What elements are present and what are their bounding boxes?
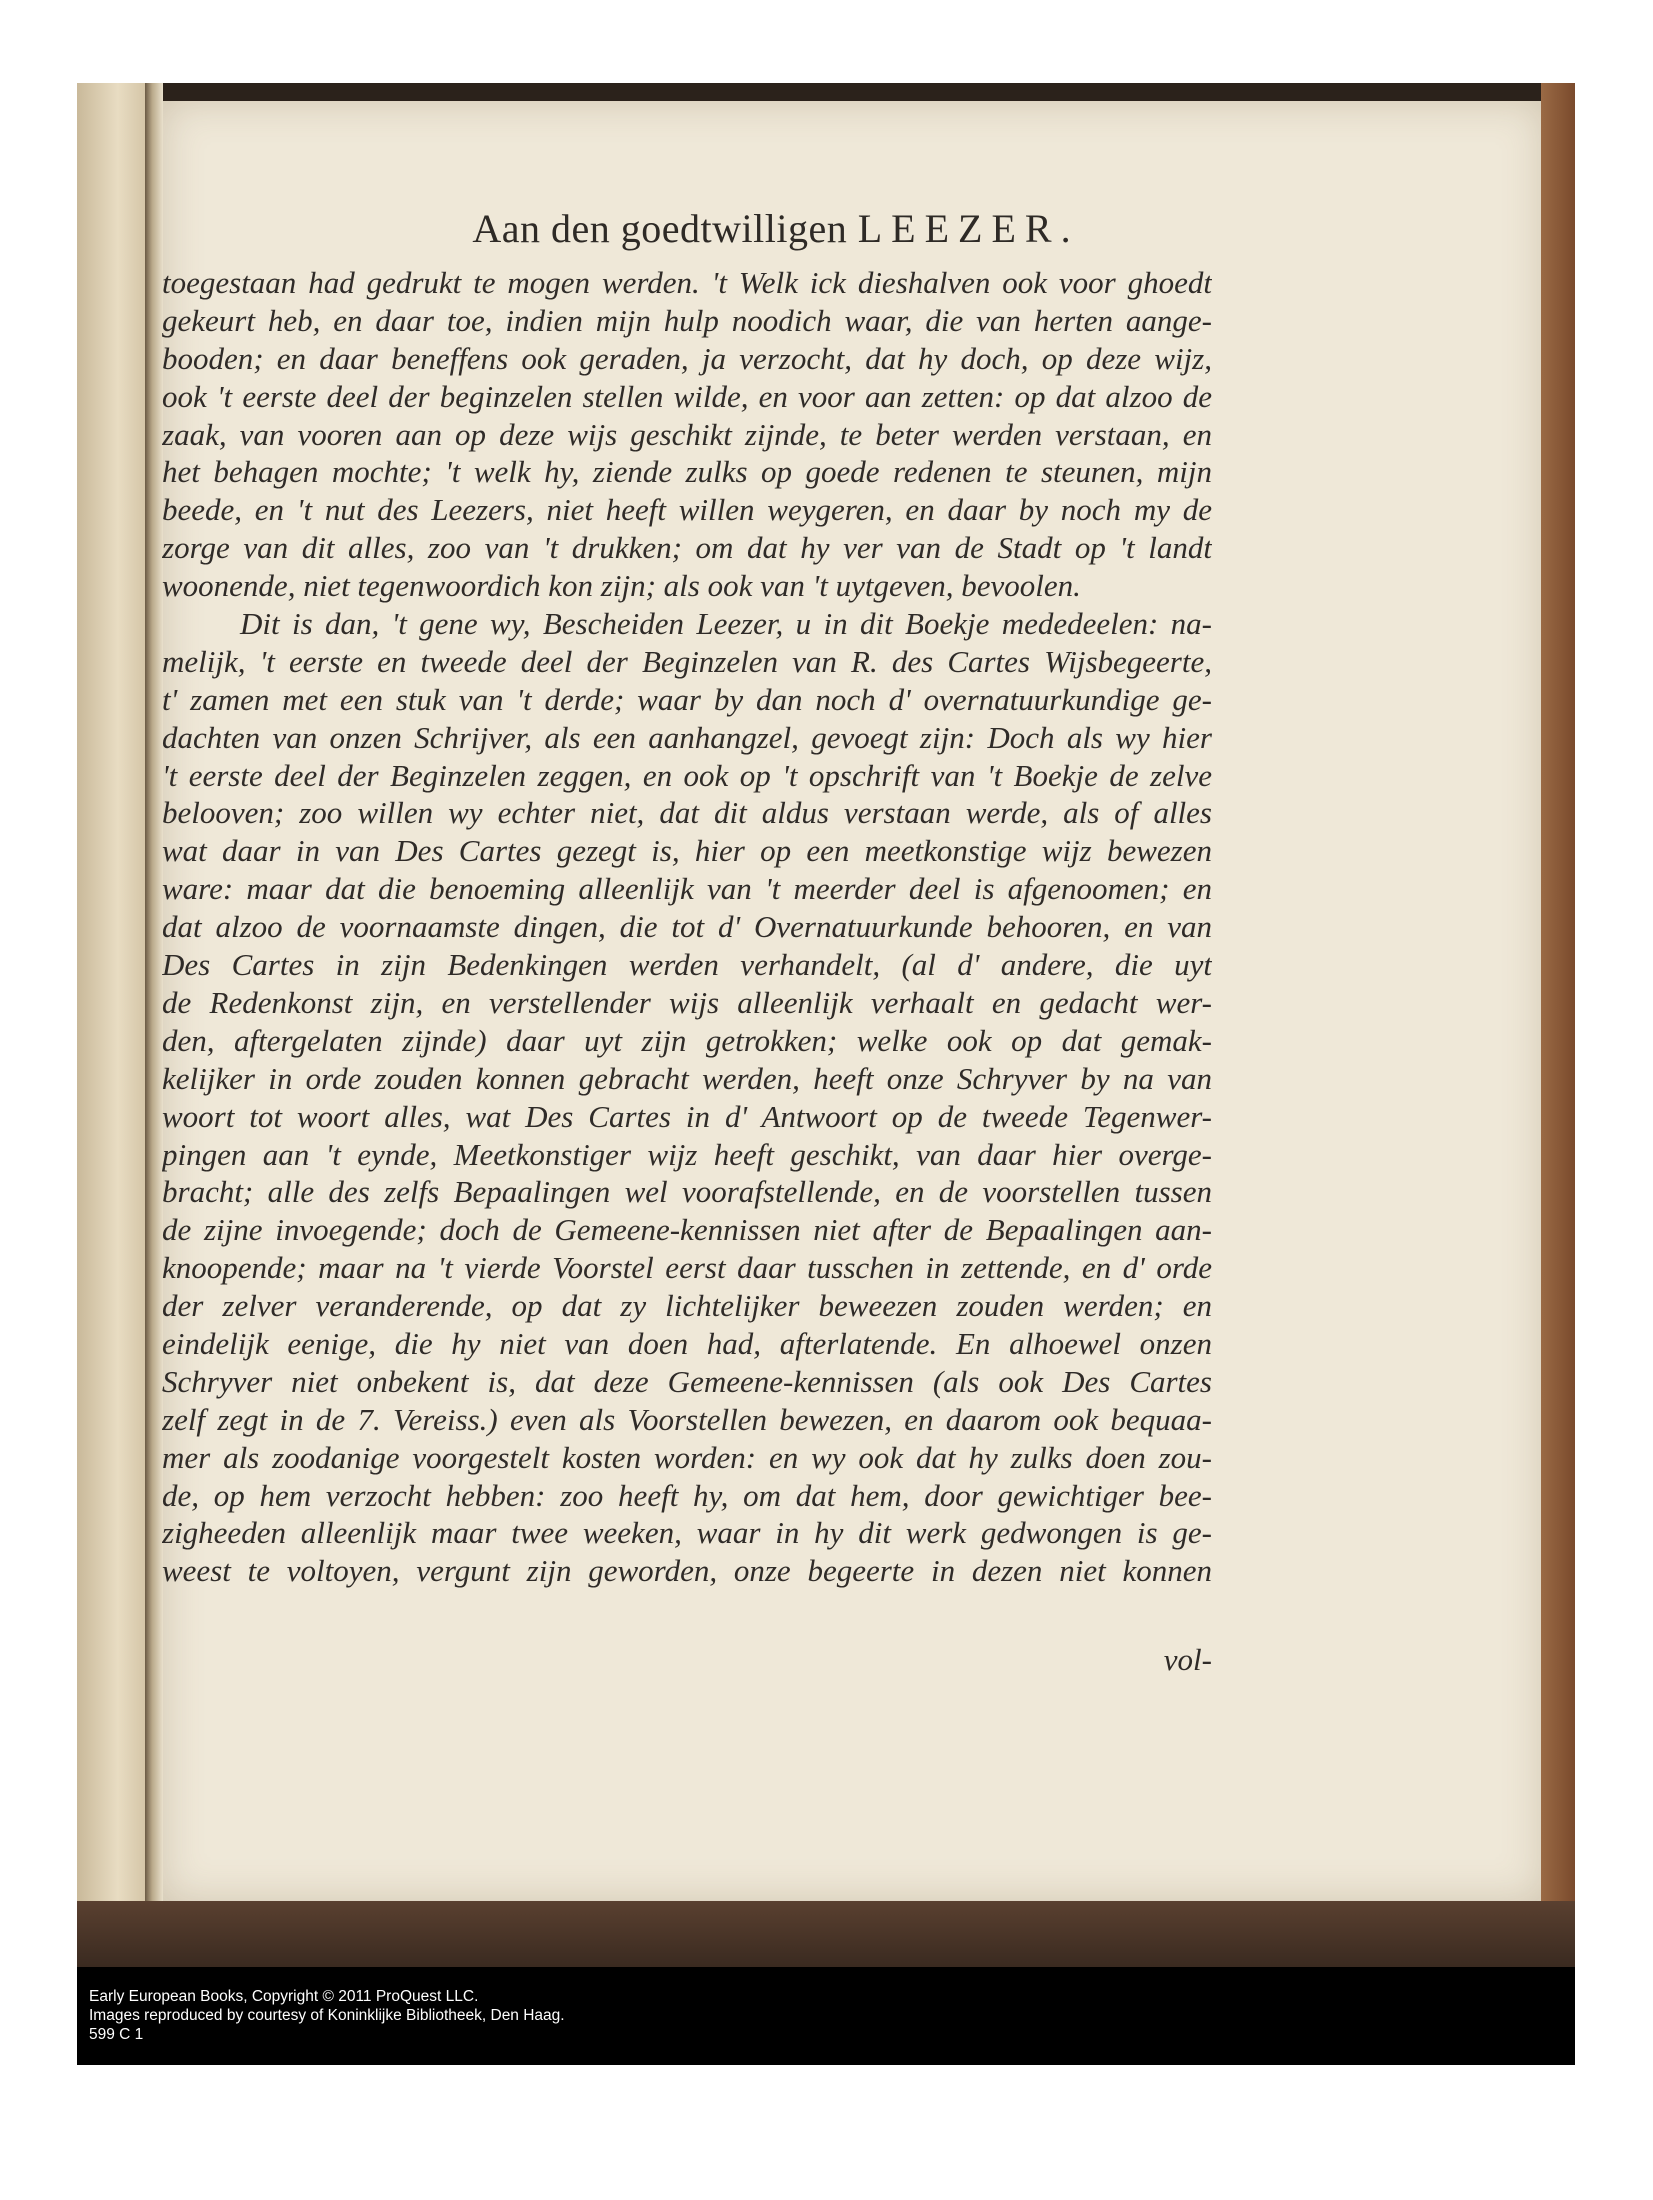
text-line: zigheeden alleenlijk maar twee weeken, waar in hy dit werk gedwongen is ge-	[162, 1515, 1212, 1551]
text-line: zaak, van vooren aan op deze wijs geschikt zijnde, te beter werden verstaan, en	[162, 416, 1212, 452]
text-line: 't eerste deel der Beginzelen zeggen, en ook op 't opschrift van 't Boekje de zelve	[162, 757, 1212, 793]
book-cover-bottom	[77, 1901, 1575, 1967]
text-line: wat daar in van Des Cartes gezegt is, hier op een meetkonstige wijz bewezen	[162, 833, 1212, 869]
text-line: de Redenkonst zijn, en verstellender wijs alleenlijk verhaalt en gedacht wer-	[162, 984, 1212, 1020]
footer-shelfmark: 599 C 1	[89, 2026, 144, 2043]
header-caps: LEEZER.	[857, 206, 1080, 251]
text-line: den, aftergelaten zijnde) daar uyt zijn getrokken; welke ook op dat gemak-	[162, 1022, 1212, 1058]
text-line: de, op hem verzocht hebben: zoo heeft hy, om dat hem, door gewichtiger bee-	[162, 1477, 1212, 1513]
text-line: bracht; alle des zelfs Bepaalingen wel voorafstellende, en de voorstellen tussen	[162, 1174, 1212, 1210]
page-header	[86, 205, 1466, 252]
text-line: dachten van onzen Schrijver, als een aanhangzel, gevoegt zijn: Doch als wy hier	[162, 719, 1212, 755]
body-text	[162, 264, 1212, 1590]
text-line: woonende, niet tegenwoordich kon zijn; als ook van 't uytgeven, bevoolen.	[162, 568, 1081, 604]
text-line: pingen aan 't eynde, Meetkonstiger wijz heeft geschikt, van daar hier overge-	[162, 1136, 1212, 1172]
text-line: het behagen mochte; 't welk hy, ziende zulks op goede redenen te steunen, mijn	[162, 454, 1212, 490]
text-line: weest te voltoyen, vergunt zijn geworden, onze begeerte in dezen niet konnen	[162, 1553, 1212, 1589]
text-line: der zelver veranderende, op dat zy lichtelijker beweezen zouden werden; en	[162, 1288, 1212, 1324]
text-line: gekeurt heb, en daar toe, indien mijn hulp noodich waar, die van herten aange-	[162, 302, 1212, 338]
text-line: toegestaan had gedrukt te mogen werden. 't Welk ick dieshalven ook voor ghoedt	[162, 265, 1212, 300]
text-line: eindelijk eenige, die hy niet van doen had, afterlatende. En alhoewel onzen	[162, 1325, 1212, 1361]
text-line: mer als zoodanige voorgestelt kosten worden: en wy ook dat hy zulks doen zou-	[162, 1439, 1212, 1475]
text-line: dat alzoo de voornaamste dingen, die tot d' Overnatuurkunde behooren, en van	[162, 909, 1212, 945]
text-line: woort tot woort alles, wat Des Cartes in d' Antwoort op de tweede Tegenwer-	[162, 1098, 1212, 1134]
text-line: ware: maar dat die benoeming alleenlijk van 't meerder deel is afgenoomen; en	[162, 871, 1212, 907]
book-gutter	[145, 83, 163, 1923]
text-line: beede, en 't nut des Leezers, niet heeft willen weygeren, en daar by noch my de	[162, 492, 1212, 528]
text-line: t' zamen met een stuk van 't derde; waar by dan noch d' overnatuurkundige ge-	[162, 681, 1212, 717]
catchword: vol-	[1163, 1642, 1212, 1677]
header-prefix: Aan den goedtwilligen	[472, 206, 848, 251]
footer-courtesy: Images reproduced by courtesy of Koninklijke Bibliotheek, Den Haag.	[89, 2007, 565, 2024]
footer-copyright: Early European Books, Copyright © 2011 ProQuest LLC.	[89, 1988, 479, 2005]
left-page-edge	[77, 83, 145, 1923]
book-cover-right	[1541, 83, 1575, 1923]
text-line: knoopende; maar na 't vierde Voorstel eerst daar tusschen in zettende, en d' orde	[162, 1250, 1212, 1286]
text-line: Dit is dan, 't gene wy, Bescheiden Leezer, u in dit Boekje mededeelen: na-	[240, 606, 1212, 642]
text-line: Des Cartes in zijn Bedenkingen werden verhandelt, (al d' andere, die uyt	[162, 947, 1212, 983]
text-line: Schryver niet onbekent is, dat deze Gemeene-kennissen (als ook Des Cartes	[162, 1363, 1212, 1399]
text-line: zelf zegt in de 7. Vereiss.) even als Voorstellen bewezen, en daarom ook bequaa-	[162, 1401, 1212, 1437]
text-line: zorge van dit alles, zoo van 't drukken; om dat hy ver van de Stadt op 't landt	[162, 530, 1212, 566]
text-line: ook 't eerste deel der beginzelen stellen wilde, en voor aan zetten: op dat alzoo de	[162, 378, 1212, 414]
copyright-footer	[77, 1967, 1575, 2065]
text-line: kelijker in orde zouden konnen gebracht werden, heeft onze Schryver by na van	[162, 1060, 1212, 1096]
text-line: melijk, 't eerste en tweede deel der Beginzelen van R. des Cartes Wijsbegeerte,	[162, 643, 1212, 679]
text-line: booden; en daar beneffens ook geraden, ja verzocht, dat hy doch, op deze wijz,	[162, 340, 1212, 376]
text-line: de zijne invoegende; doch de Gemeene-kennissen niet after de Bepaalingen aan-	[162, 1212, 1212, 1248]
text-line: belooven; zoo willen wy echter niet, dat dit aldus verstaan werde, als of alles	[162, 795, 1212, 831]
